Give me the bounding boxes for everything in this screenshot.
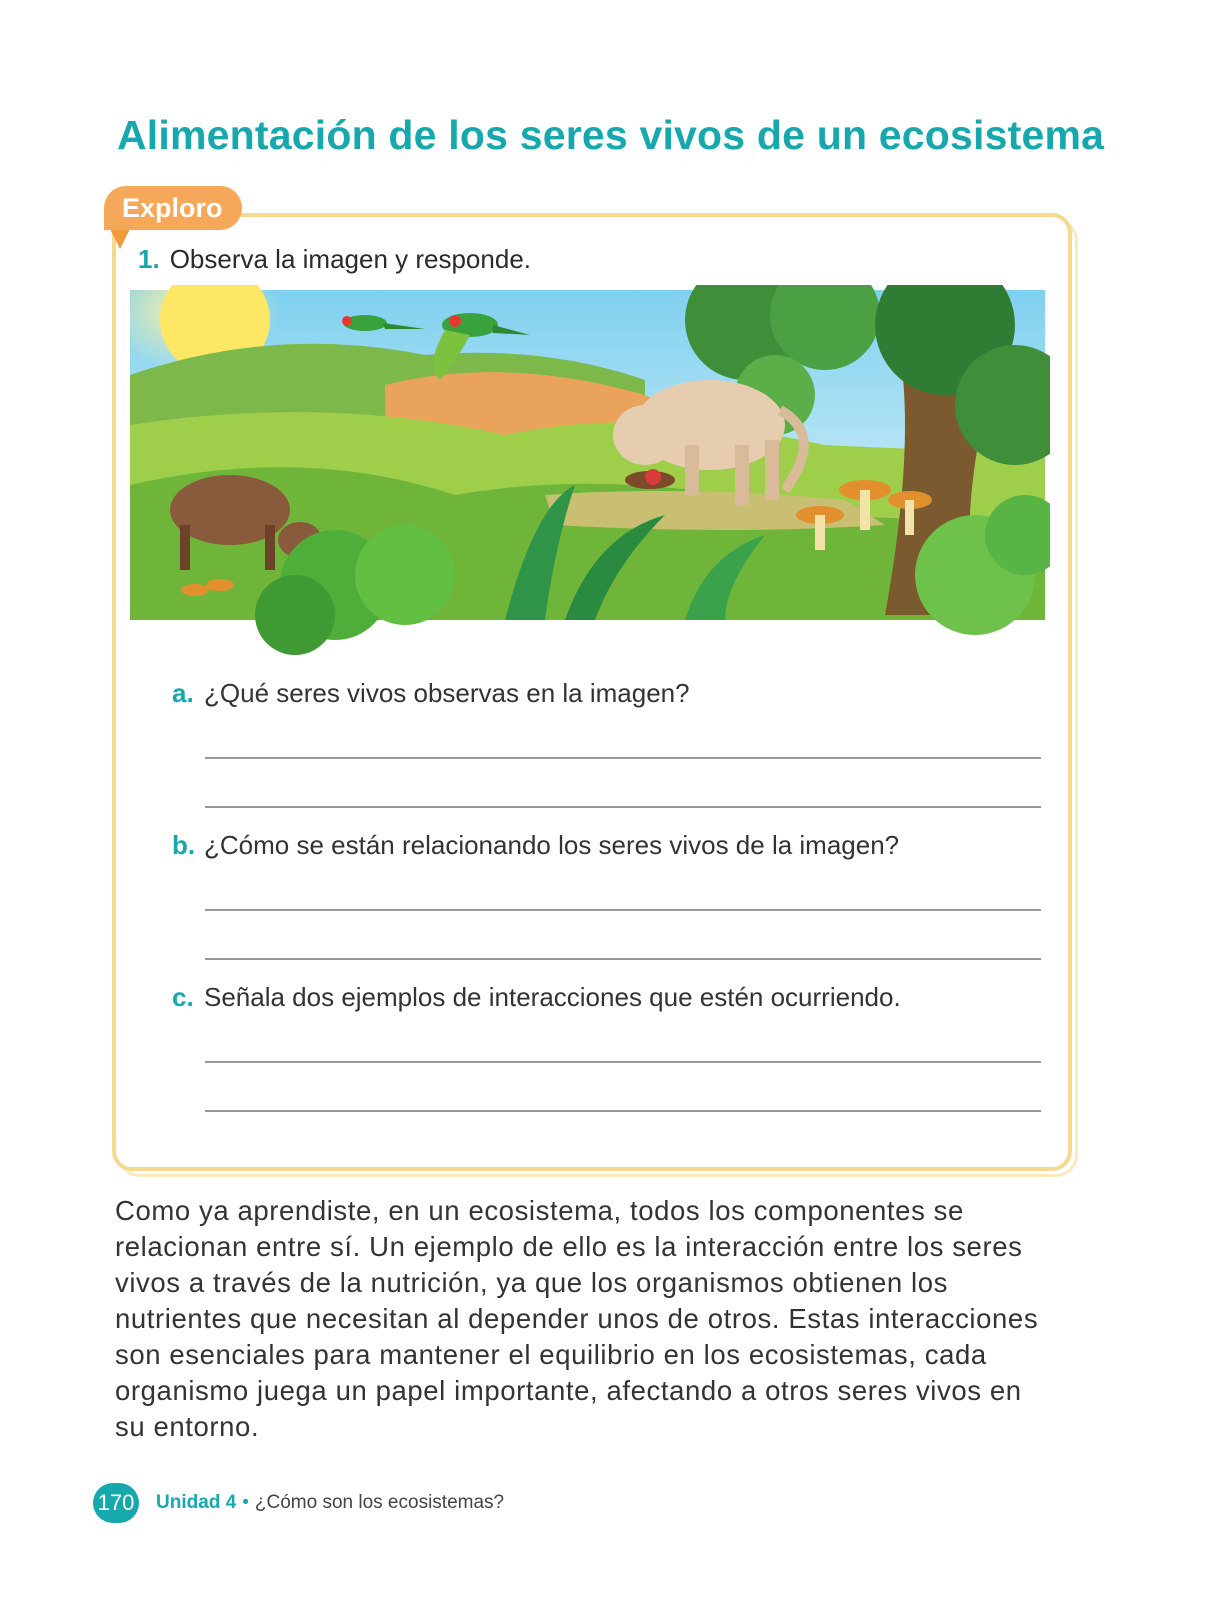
page-number: 170 <box>93 1483 139 1523</box>
explanation-paragraph <box>115 1193 1075 1445</box>
footer-separator: • <box>242 1492 249 1513</box>
question-1 <box>138 244 531 275</box>
unit-title: ¿Cómo son los ecosistemas? <box>254 1492 505 1513</box>
ecosystem-illustration <box>125 285 1050 665</box>
section-tag-tail <box>110 229 130 249</box>
answer-line[interactable] <box>205 909 1041 911</box>
answer-line[interactable] <box>205 958 1041 960</box>
subquestion-c <box>172 982 901 1013</box>
paragraph-line: su entorno. <box>115 1411 260 1442</box>
subquestion-b <box>172 830 899 861</box>
answer-line[interactable] <box>205 806 1041 808</box>
paragraph-line: vivos a través de la nutrición, ya que los organismos obtienen los <box>115 1267 948 1298</box>
subquestion-text: Señala dos ejemplos de interacciones que estén ocurriendo. <box>204 982 901 1012</box>
unit-label: Unidad 4 <box>156 1492 237 1513</box>
section-tag: Exploro <box>104 186 242 230</box>
answer-line[interactable] <box>205 757 1041 759</box>
answer-line[interactable] <box>205 1061 1041 1063</box>
footer-unit <box>156 1492 504 1514</box>
subquestion-text: ¿Cómo se están relacionando los seres vivos de la imagen? <box>204 830 900 860</box>
subquestion-text: ¿Qué seres vivos observas en la imagen? <box>204 678 690 708</box>
subquestion-a <box>172 678 690 709</box>
subquestion-letter: a. <box>172 678 194 708</box>
subquestion-letter: b. <box>172 830 196 860</box>
question-text: Observa la imagen y responde. <box>169 244 531 274</box>
page-title: Alimentación de los seres vivos de un ecosistema <box>117 112 1105 158</box>
answer-line[interactable] <box>205 1110 1041 1112</box>
question-number: 1. <box>138 244 160 274</box>
paragraph-line: son esenciales para mantener el equilibrio en los ecosistemas, cada <box>115 1339 987 1370</box>
subquestion-letter: c. <box>172 982 194 1012</box>
paragraph-line: nutrientes que necesitan al depender unos de otros. Estas interacciones <box>115 1303 1039 1334</box>
paragraph-line: organismo juega un papel importante, afectando a otros seres vivos en <box>115 1375 1022 1406</box>
paragraph-line: relacionan entre sí. Un ejemplo de ello es la interacción entre los seres <box>115 1231 1023 1262</box>
paragraph-line: Como ya aprendiste, en un ecosistema, todos los componentes se <box>115 1195 964 1226</box>
